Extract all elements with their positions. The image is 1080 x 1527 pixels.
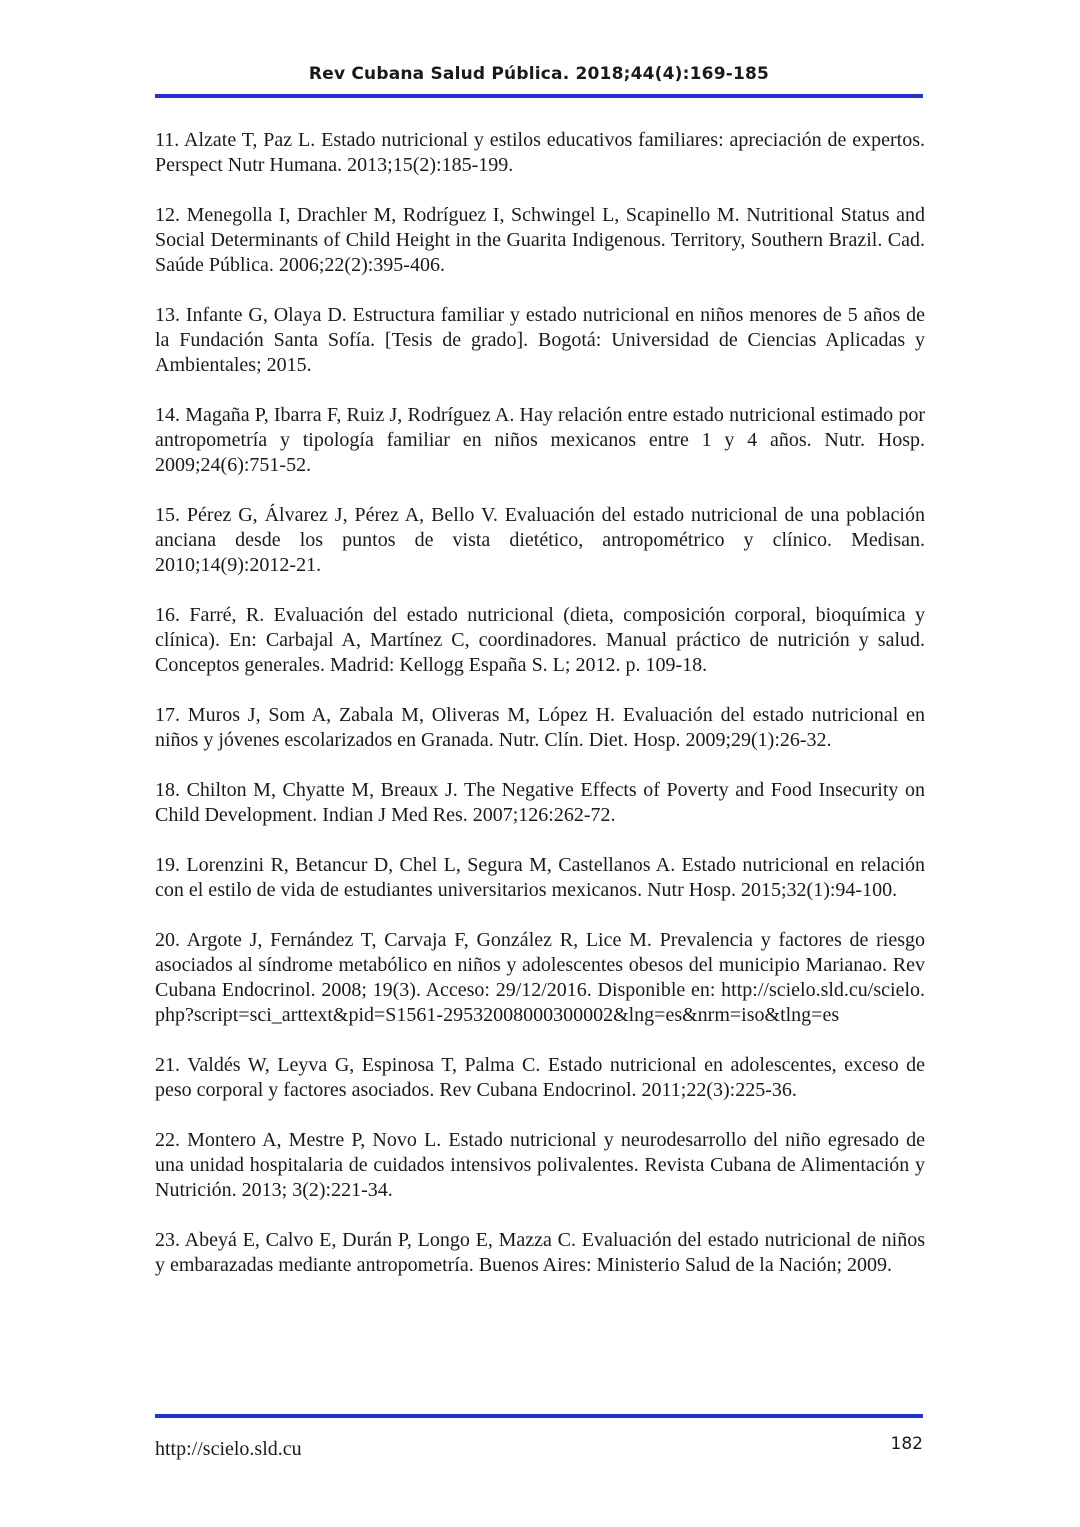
reference-item [155, 853, 925, 903]
reference-item [155, 128, 925, 178]
reference-item [155, 303, 925, 378]
reference-item [155, 203, 925, 278]
reference-item [155, 403, 925, 478]
reference-text: 13. Infante G, Olaya D. Estructura familiar y estado nutricional en niños menores de 5 años de la Fundación Santa Sofía. [Tesis de grado]. Bogotá: Universidad de Ciencias Aplicadas y Ambientales; 2015. [155, 304, 925, 376]
reference-item [155, 1128, 925, 1203]
footer-rule [155, 1414, 923, 1418]
reference-item [155, 778, 925, 828]
reference-text: 16. Farré, R. Evaluación del estado nutricional (dieta, composición corporal, bioquímica y clínica). En: Carbajal A, Martínez C, coordinadores. Manual práctico de nutrición y salud. Conceptos generales. Madrid: Kellogg España S. L; 2012. p. 109-18. [155, 604, 925, 676]
reference-item [155, 1228, 925, 1278]
header-rule [155, 94, 923, 98]
reference-text: 15. Pérez G, Álvarez J, Pérez A, Bello V. Evaluación del estado nutricional de una población anciana desde los puntos de vista dietético, antropométrico y clínico. Medisan. 2010;14(9):2012-21. [155, 504, 925, 576]
reference-text: 23. Abeyá E, Calvo E, Durán P, Longo E, Mazza C. Evaluación del estado nutricional de niños y embarazadas mediante antropometría. Buenos Aires: Ministerio Salud de la Nación; 2009. [155, 1229, 925, 1276]
reference-text: 18. Chilton M, Chyatte M, Breaux J. The Negative Effects of Poverty and Food Insecurity on Child Development. Indian J Med Res. 2007;126:262-72. [155, 779, 925, 826]
reference-text: 12. Menegolla I, Drachler M, Rodríguez I, Schwingel L, Scapinello M. Nutritional Status and Social Determinants of Child Height in the Guarita Indigenous. Territory, Southern Brazil. Cad. Saúde Pública. 2006;22(2):395-406. [155, 204, 925, 276]
journal-header: Rev Cubana Salud Pública. 2018;44(4):169-185 [308, 64, 770, 84]
reference-text: 17. Muros J, Som A, Zabala M, Oliveras M, López H. Evaluación del estado nutricional en niños y jóvenes escolarizados en Granada. Nutr. Clín. Diet. Hosp. 2009;29(1):26-32. [155, 704, 925, 751]
reference-item [155, 503, 925, 578]
reference-text: 14. Magaña P, Ibarra F, Ruiz J, Rodríguez A. Hay relación entre estado nutricional estimado por antropometría y tipología familiar en niños mexicanos entre 1 y 4 años. Nutr. Hosp. 2009;24(6):751-52. [155, 404, 925, 476]
reference-item [155, 1053, 925, 1103]
page-number: 182 [890, 1434, 923, 1454]
reference-item [155, 603, 925, 678]
reference-item [155, 928, 925, 1028]
reference-text: 20. Argote J, Fernández T, Carvaja F, González R, Lice M. Prevalencia y factores de riesgo asociados al síndrome metabólico en niños y adolescentes obesos del municipio Marianao. Rev Cubana Endocrinol. 2008; 19(3). Acceso: 29/12/2016. Disponible en: [155, 929, 925, 1001]
reference-text: 11. Alzate T, Paz L. Estado nutricional y estilos educativos familiares: apreciación de expertos. Perspect Nutr Humana. 2013;15(2):185-199. [155, 129, 925, 176]
footer-url[interactable]: http://scielo.sld.cu [155, 1438, 302, 1460]
reference-text: 21. Valdés W, Leyva G, Espinosa T, Palma C. Estado nutricional en adolescentes, exceso de peso corporal y factores asociados. Rev Cubana Endocrinol. 2011;22(3):225-36. [155, 1054, 925, 1101]
reference-text: 19. Lorenzini R, Betancur D, Chel L, Segura M, Castellanos A. Estado nutricional en relación con el estilo de vida de estudiantes universitarios mexicanos. Nutr Hosp. 2015;32(1):94-100. [155, 854, 925, 901]
reference-list [155, 128, 925, 1303]
reference-text: 22. Montero A, Mestre P, Novo L. Estado nutricional y neurodesarrollo del niño egresado de una unidad hospitalaria de cuidados intensivos polivalentes. Revista Cubana de Alimentación y Nutrición. 2013; 3(2):221-34. [155, 1129, 925, 1201]
reference-item [155, 703, 925, 753]
reference-link[interactable]: http://scielo.sld.cu/scielo.php?script=sci_arttext&pid=S1561-29532008000300002&lng=es&nrm=iso&tlng=es [155, 979, 926, 1026]
